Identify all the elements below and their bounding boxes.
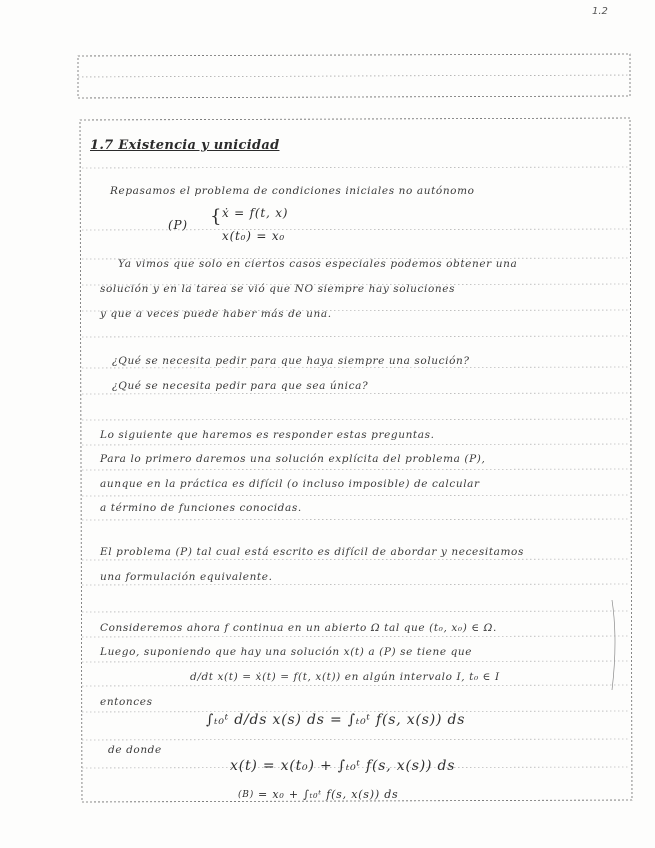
page-number: 1.2 (592, 6, 608, 17)
paragraph-1-line-1: Ya vimos que solo en ciertos casos especiales podemos obtener una (118, 258, 518, 270)
paragraph-4-line-5: de donde (108, 744, 162, 756)
paragraph-4-line-3: d/dt x(t) = ẋ(t) = f(t, x(t)) en algún intervalo I, t₀ ∈ I (190, 671, 500, 683)
question-2: ¿Qué se necesita pedir para que sea única? (112, 380, 369, 392)
margin-bracket (612, 600, 615, 690)
paragraph-2-line-2: Para lo primero daremos una solución explícita del problema (P), (100, 453, 486, 465)
ode-equation: ẋ = f(t, x) (222, 206, 289, 220)
paragraph-3-line-2: una formulación equivalente. (100, 571, 273, 583)
paragraph-2-line-4: a término de funciones conocidas. (100, 502, 302, 514)
paragraph-4-line-1: Consideremos ahora f continua en un abierto Ω tal que (t₀, x₀) ∈ Ω. (100, 622, 497, 634)
intro-line: Repasamos el problema de condiciones iniciales no autónomo (110, 185, 475, 197)
section-title: 1.7 Existencia y unicidad (90, 138, 280, 153)
paragraph-4-line-4: entonces (100, 696, 153, 708)
paragraph-4-line-2: Luego, suponiendo que hay una solución x(t) a (P) se tiene que (100, 646, 473, 658)
result-equation: x(t) = x(t₀) + ∫ₜ₀ᵗ f(s, x(s)) ds (230, 758, 456, 774)
question-1: ¿Qué se necesita pedir para que haya siempre una solución? (112, 355, 470, 367)
problem-label: (P) (168, 218, 188, 232)
initial-condition: x(t₀) = x₀ (222, 229, 286, 243)
margin-mark: (B) (238, 790, 255, 800)
paragraph-1-line-2: solución y en la tarea se vió que NO siempre hay soluciones (100, 283, 456, 295)
paragraph-3-line-1: El problema (P) tal cual está escrito es difícil de abordar y necesitamos (100, 546, 524, 558)
paragraph-2-line-3: aunque en la práctica es difícil (o incluso imposible) de calcular (100, 478, 480, 490)
result-equation-2: = x₀ + ∫ₜ₀ᵗ f(s, x(s)) ds (258, 788, 399, 801)
paragraph-2-line-1: Lo siguiente que haremos es responder estas preguntas. (100, 429, 435, 441)
top-box-rule (78, 75, 630, 77)
integral-equation: ∫ₜ₀ᵗ d/ds x(s) ds = ∫ₜ₀ᵗ f(s, x(s)) ds (206, 712, 466, 728)
system-brace: { (210, 206, 223, 227)
paragraph-1-line-3: y que a veces puede haber más de una. (100, 308, 332, 320)
